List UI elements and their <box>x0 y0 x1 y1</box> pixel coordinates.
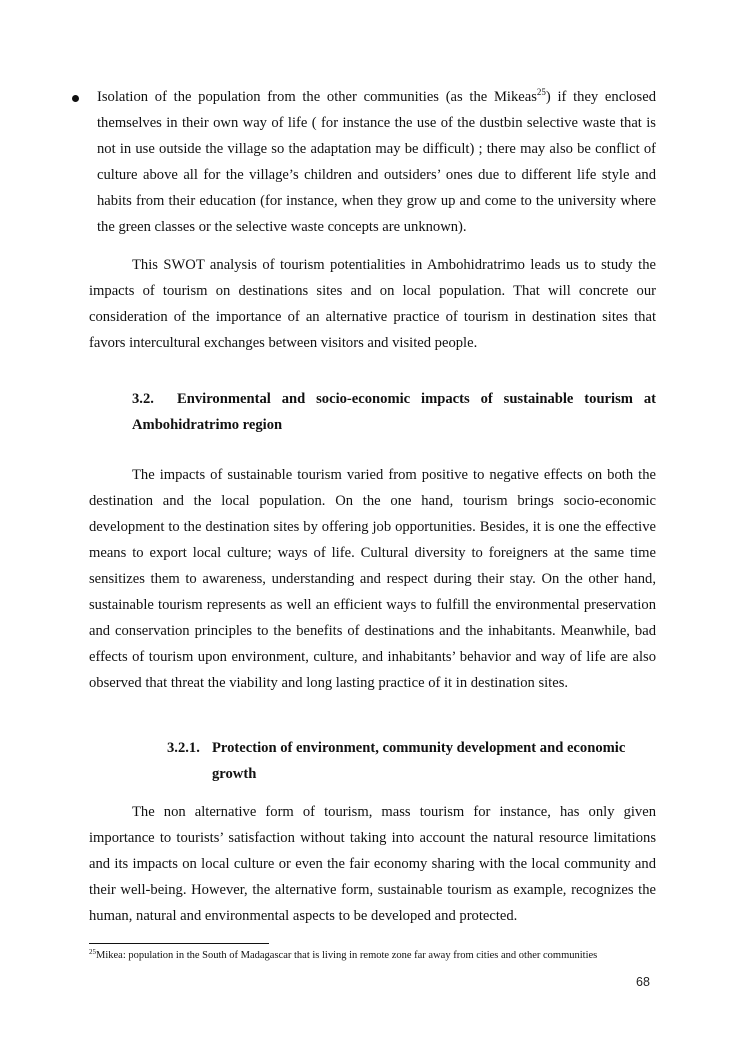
paragraph-mass-tourism: The non alternative form of tourism, mass tourism for instance, has only given importance to tourists’ satisfaction without taking into account the natural resource limitations and its impacts on local culture or even the fair economy sharing with the local community and their well-being. However, the alternative form, sustainable tourism as example, recognizes the human, natural and environmental aspects to be developed and protected. <box>89 804 656 924</box>
footnote-text: Mikea: population in the South of Madagascar that is living in remote zone far away from cities and other communities <box>96 950 598 961</box>
footnote-reference[interactable]: 25 <box>536 87 546 97</box>
subsection-heading-3-2-1 <box>167 735 656 787</box>
subsection-title-line1: Protection of environment, community development and economic <box>212 740 626 756</box>
footnote-separator <box>89 943 269 944</box>
section-heading-3-2 <box>132 386 656 438</box>
paragraph-impacts: The impacts of sustainable tourism varied from positive to negative effects on both the destination and the local population. On the one hand, tourism brings socio-economic development to the destination sites by offering job opportunities. Besides, it is one the effective means to export local culture; ways of life. Cultural diversity to foreigners at the same time sensitizes them to awareness, understanding and respect during their stay. On the other hand, sustainable tourism represents as well an efficient ways to fulfill the environmental preservation and conservation principles to the benefits of destinations and the inhabitants. Meanwhile, bad effects of tourism upon environment, culture, and inhabitants’ behavior and way of life are also observed that threat the viability and long lasting practice of it in destination sites. <box>89 467 656 691</box>
footnote <box>89 949 689 963</box>
section-title: Environmental and socio-economic impacts of sustainable tourism at Ambohidratrimo region <box>132 391 656 433</box>
section-number: 3.2. <box>132 391 154 407</box>
bullet-icon <box>72 95 79 102</box>
paragraph-swot-analysis: This SWOT analysis of tourism potentialities in Ambohidratrimo leads us to study the impacts of tourism on destinations sites and on local population. That will concrete our consideration of the importance of an alternative practice of tourism in destination sites that favors intercultural exchanges between visitors and visited people. <box>89 257 656 351</box>
subsection-number: 3.2.1. <box>167 740 200 756</box>
bullet-text-start: Isolation of the population from the other communities (as the Mikeas <box>97 89 537 105</box>
bullet-text-end: ) if they enclosed themselves in their own way of life ( for instance the use of the dustbin selective waste that is not in use outside the village so the adaptation may be difficult) ; there may also be conflict of culture above all for the village’s children and outsiders’ ones due to different life style and habits from their education (for instance, when they grow up and come to the university where the green classes or the selective waste concepts are unknown). <box>97 89 656 235</box>
page-number: 68 <box>636 975 650 989</box>
subsection-title-line2: growth <box>212 766 257 782</box>
bullet-list-item <box>97 84 656 240</box>
footnote-number: 25 <box>89 948 96 956</box>
